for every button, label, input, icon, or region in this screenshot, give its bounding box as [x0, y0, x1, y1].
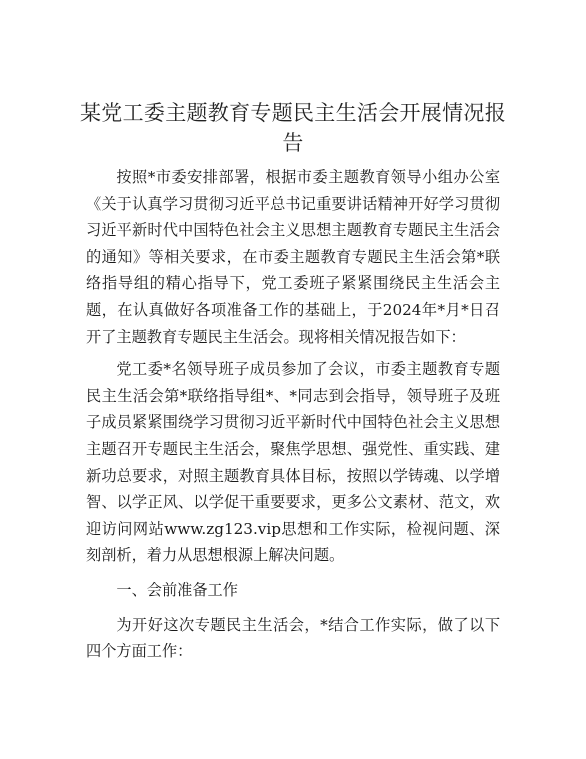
document-body — [86, 164, 500, 665]
body-paragraph-1: 按照*市委安排部署，根据市委主题教育领导小组办公室《关于认真学习贯彻习近平总书记重要讲话精神开好学习贯彻习近平新时代中国特色社会主义思想主题教育专题民主生活会的通知》等相关要求，在市委主题教育专题民主生活会第*联络指导组的精心指导下，党工委班子紧紧围绕民主生活会主题，在认真做好各项准备工作的基础上，于2024年*月*日召开了主题教育专题民主生活会。现将相关情况报告如下： — [86, 168, 500, 346]
body-paragraph-2: 党工委*名领导班子成员参加了会议，市委主题教育专题民主生活会第*联络指导组*、*同志到会指导，领导班子及班子成员紧紧围绕学习贯彻习近平新时代中国特色社会主义思想主题召开专题民主生活会，聚焦学思想、强党性、重实践、建新功总要求，对照主题教育具体目标，按照以学铸魂、以学增智、以学正风、以学促干重要要求，更多公文素材、范文，欢迎访问网站www.zg123.vip思想和工作实际，检视问题、深刻剖析，着力从思想根源上解决问题。 — [86, 360, 500, 565]
section-paragraph: 为开好这次专题民主生活会，*结合工作实际，做了以下四个方面工作： — [86, 615, 500, 661]
section-heading: 一、会前准备工作 — [116, 580, 238, 599]
document-title: 某党工委主题教育专题民主生活会开展情况报告 — [80, 101, 506, 155]
